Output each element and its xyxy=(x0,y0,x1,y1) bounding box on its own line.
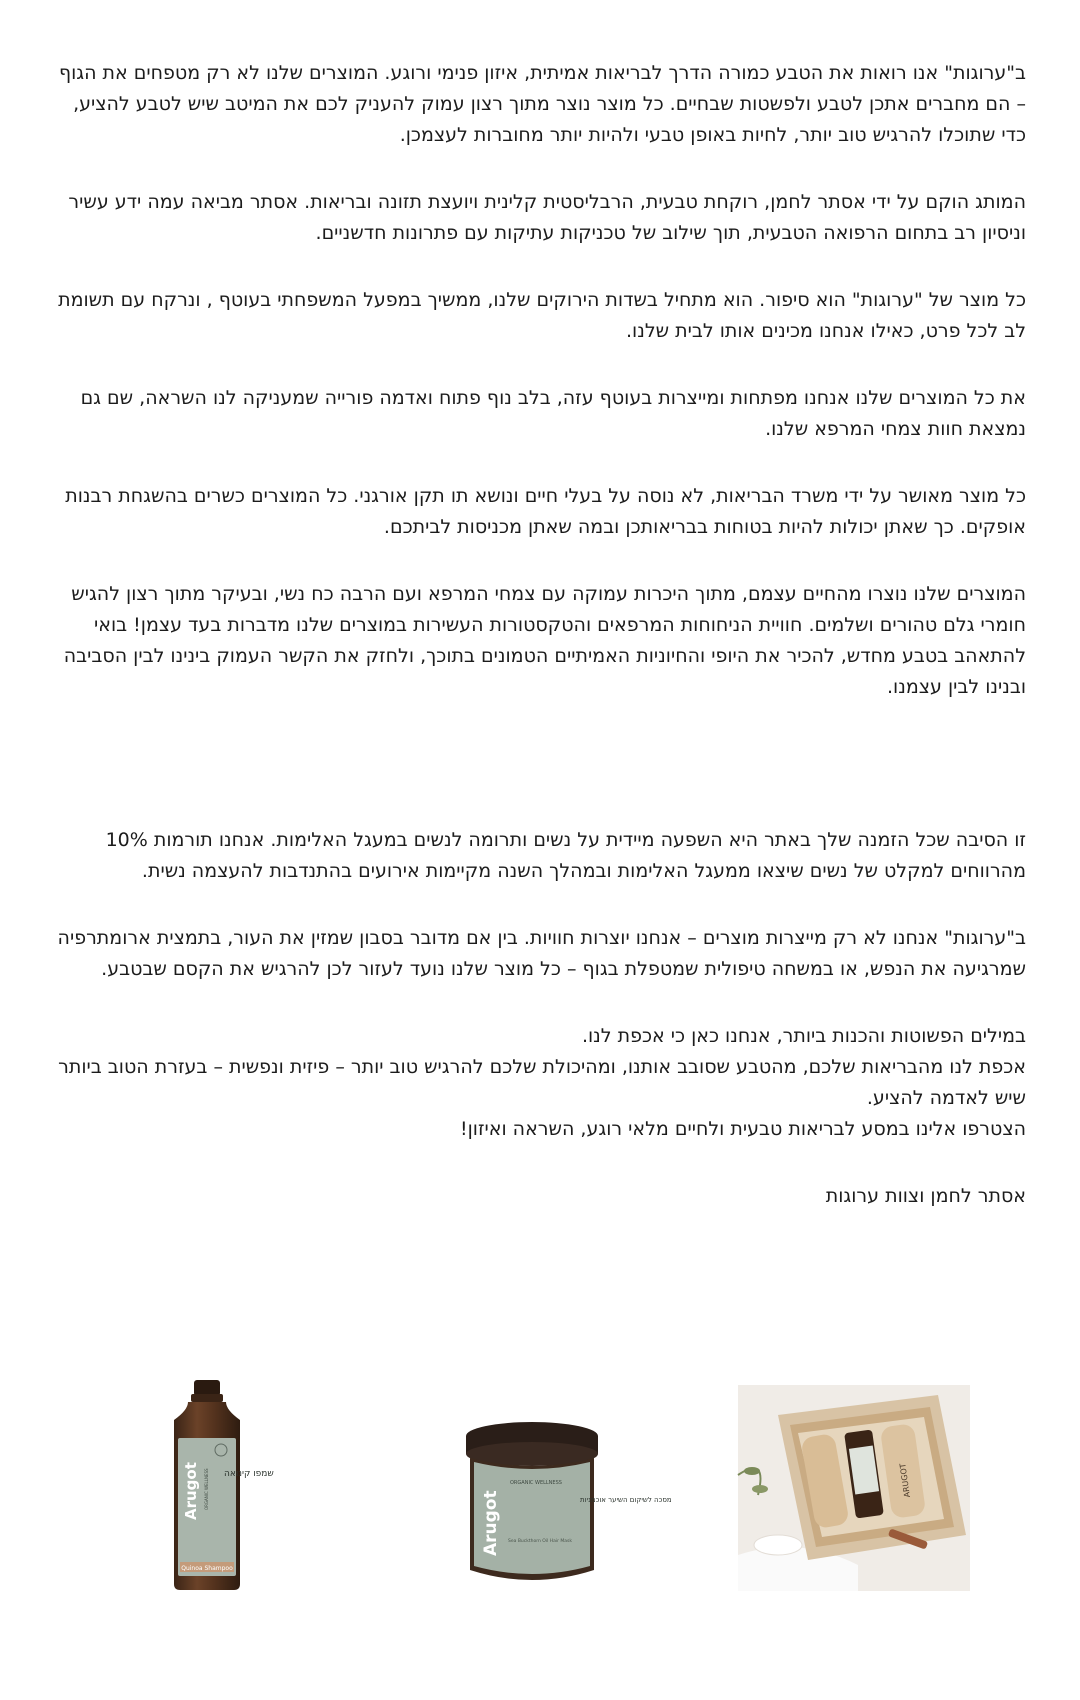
bottle-line: ORGANIC WELLNESS xyxy=(204,1468,209,1510)
bottle-brand: Arugot xyxy=(182,1462,200,1520)
paragraph-story: כל מוצר של "ערוגות" הוא סיפור. הוא מתחיל בשדות הירוקים שלנו, ממשיך במפעל המשפחתי בעוטף , ונרקח עם תשומת לב לכל פרט, כאילו אנחנו מכינים אותו לבית שלנו. xyxy=(58,289,1026,342)
closing-line: במילים הפשוטות והכנות ביותר, אנחנו כאן כי אכפת לנו. xyxy=(581,1025,1026,1047)
jar-brand: Arugot xyxy=(481,1490,501,1556)
bottle-name-he: שמפו קינואה xyxy=(224,1469,274,1479)
hair-mask-jar-image xyxy=(452,1418,672,1590)
jar-name-en: Sea Buckthorn Oil Hair Mask xyxy=(508,1539,572,1544)
closing-line: אכפת לנו מהבריאות שלכם, מהטבע שסובב אותנו, ומהיכולת שלכם להרגיש טוב יותר – פיזית ונפשית – בעזרת הטוב ביותר שיש לאדמה להציע. xyxy=(58,1056,1026,1109)
gift-box-image xyxy=(738,1385,970,1591)
about-text xyxy=(50,58,1026,1248)
jar-line: ORGANIC WELLNESS xyxy=(510,1480,562,1486)
paragraph-donation: זו הסיבה שכל הזמנה שלך באתר היא השפעה מיידית על נשים ותרומה לנשים במעגל האלימות. אנחנו תורמות 10% מהרווחים למקלט של נשים שיצאו ממעגל האלימות ובמהלך השנה מקיימות אירועים בהתנדבות להעצמה נשית. xyxy=(105,829,1026,882)
bottle-name-en: Quinoa Shampoo xyxy=(181,1565,233,1572)
paragraph-location: את כל המוצרים שלנו אנחנו מפתחות ומייצרות בעוטף עזה, בלב נוף פתוח ואדמה פורייה שמעניקה לנו השראה, שם גם נמצאת חוות צמחי המרפא שלנו. xyxy=(80,387,1026,440)
jar-name-he: מסכה לשיקום השיער אוכמניות xyxy=(580,1496,672,1504)
giftbox-brand: ARUGOT xyxy=(898,1462,912,1498)
paragraph-founder: המותג הוקם על ידי אסתר לחמן, רוקחת טבעית, הרבליסטית קלינית ויועצת תזונה ובריאות. אסתר מביאה עמה ידע עשיר וניסיון רב בתחום הרפואה הטבעית, תוך שילוב של טכניקות עתיקות עם פתרונות חדשניים. xyxy=(68,191,1026,244)
paragraph-products: המוצרים שלנו נוצרו מהחיים עצמם, מתוך היכרות עמוקה עם צמחי המרפא ועם הרבה כח נשי, ובעיקר מתוך רצון להגיש חומרי גלם טהורים ושלמים. חוויית הניחוחות המרפאים והטקסטורות העשירות במוצרים שלנו מדברות בעד עצמן! בואי להתאהב בטבע מחדש, להכיר את היופי והחיוניות האמיתיים הטמונים בתוכך, ולחזק את הקשר העמוק בינינו לבין הסביבה ובנינו לבין עצמנו. xyxy=(63,583,1026,698)
paragraph-closing xyxy=(50,1021,1026,1145)
paragraph-experiences: ב"ערוגות" אנחנו לא רק מייצרות מוצרים – אנחנו יוצרות חוויות. בין אם מדובר בסבון שמזין את העור, בתמצית ארומתרפיה שמרגיעה את הנפש, או במשחה טיפולית שמטפלת בגוף – כל מוצר שלנו נועד לעזור לכן להרגיש את הקסם שבטבע. xyxy=(57,927,1026,980)
signature: אסתר לחמן וצוות ערוגות xyxy=(825,1185,1026,1207)
paragraph-intro: ב"ערוגות" אנו רואות את הטבע כמורה הדרך לבריאות אמיתית, איזון פנימי ורוגע. המוצרים שלנו לא רק מטפחים את הגוף – הם מחברים אתכן לטבע ולפשטות שבחיים. כל מוצר נוצר מתוך רצון עמוק להעניק לכם את המיטב שיש לטבע להציע, כדי שתוכלו להרגיש טוב יותר, לחיות באופן טבעי ולהיות יותר מחוברות לעצמכן. xyxy=(58,62,1026,146)
paragraph-certification: כל מוצר מאושר על ידי משרד הבריאות, לא נוסה על בעלי חיים ונושא תו תקן אורגני. כל המוצרים כשרים בהשגחת רבנות אופקים. כך שאתן יכולות להיות בטוחות בבריאותכן ובמה שאתן מכניסות לביתכם. xyxy=(65,485,1026,538)
shampoo-bottle-image xyxy=(166,1380,274,1590)
closing-line: הצטרפו אלינו במסע לבריאות טבעית ולחיים מלאי רוגע, השראה ואיזון! xyxy=(459,1118,1026,1140)
